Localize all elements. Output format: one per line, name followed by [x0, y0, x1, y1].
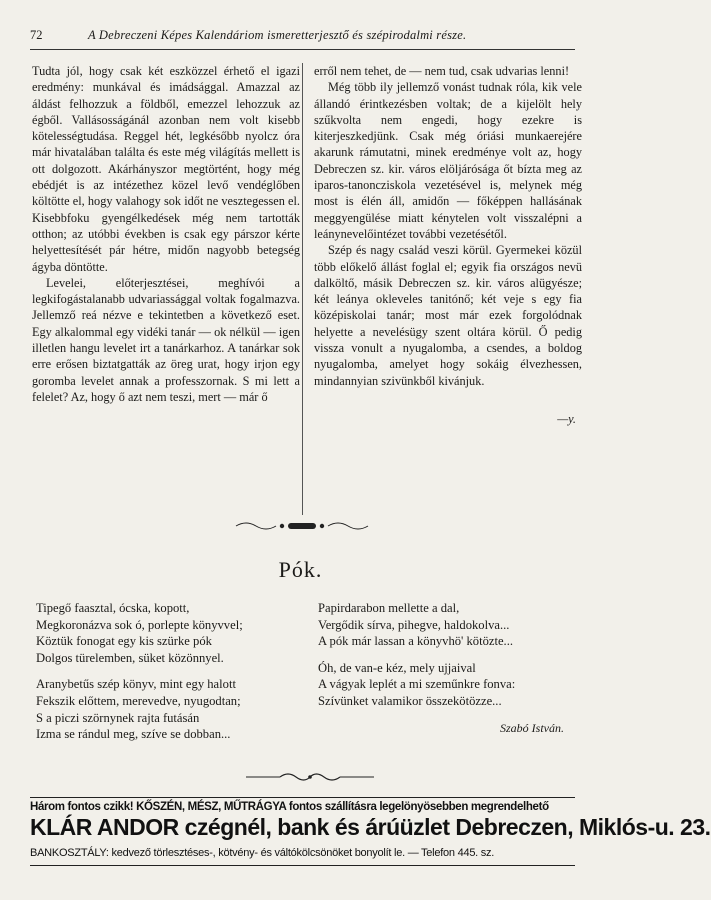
- poem-title: Pók.: [278, 557, 323, 582]
- ad-rule-top: [30, 797, 575, 798]
- flourish-ornament-icon: [232, 519, 372, 533]
- article-paragraph: Levelei, előterjesztései, meghívói a legkifogástalanabb udvariassággal voltak fogalmazva. Jellemző reá nézve e tekintetben a következő eset. Egy alkalommal egy vidéki tanár — ok nélkül — igen illetlen hangu levelet irt a tanárkarhoz. A tanárkar sok erre erősen biztatgatták az öreg urat, hogy irjon egy goromba levelet annak a professzornak. S mi lett a felelet? Az, hogy ő azt nem teszi, mert — már ő: [32, 275, 300, 404]
- poem-verse: Szívünket valamikor összekötözze...: [318, 693, 502, 708]
- poem-stanza: [318, 660, 578, 710]
- poem-verse: Köztük fonogat egy kis szürke pók: [36, 634, 212, 649]
- ad-rule-bottom: [30, 865, 575, 866]
- poem-verse: Dolgos türelemben, süket közönnyel.: [36, 650, 224, 665]
- running-title: A Debreczeni Képes Kalendáriom ismeretterjesztő és szépirodalmi része.: [88, 28, 467, 42]
- header-rule: [30, 49, 575, 50]
- poem-verse: Óh, de van-e kéz, mely ujjaival: [318, 660, 476, 675]
- poem-verse: Tipegő faasztal, ócska, kopott,: [36, 601, 190, 615]
- article-left-column: [32, 63, 300, 405]
- poem-verse: Megkoronázva sok ó, porlepte könyvvel;: [36, 617, 243, 632]
- poem-verse: Aranybetűs szép könyv, mint egy halott: [36, 677, 236, 692]
- page-number: 72: [30, 28, 43, 42]
- poem-verse: A vágyak leplét a mi szeműnkre fonva:: [318, 677, 516, 692]
- poem-verse: Papirdarabon mellette a dal,: [318, 601, 460, 615]
- ad-headline: Három fontos czikk! KŐSZÉN, MÉSZ, MŰTRÁGYA fontos szállításra legelönyösebben megrendelhető: [30, 801, 549, 813]
- article-signature: —y.: [557, 411, 576, 426]
- column-divider: [302, 63, 303, 515]
- article-paragraph: Tudta jól, hogy csak két eszközzel érhető el igazi eredmény: munkával és imádsággal. Amazzal az áldást felhozzuk a földből, emezzel lehozzuk az égből. Vallásosságánál azonban nem volt kisebb kötelességtudása. Reggel hét, legkésőbb nyolcz óra már hivatalában találta és este még világítás mellett is ott dolgozott. Akárhányszor megtörtént, hogy még ebédjét is az intézethez közel levő vendéglőben költötte el, hogy valahogy sok időt ne vesztegessen el. Kisebbfoku gyengélkedések még nem tartották otthon; az utóbbi években is csak egy párszor kérte helyettesítését pár hétre, midőn nagyobb betegség ágyba döntötte.: [32, 64, 300, 274]
- article-paragraph: Még több ily jellemző vonást tudnak róla, kik vele állandó érintkezésben voltak; de a kijelölt hely szűkvolta nem engedi, hogy ezekre is kiterjeszkedjünk. Csak még óriási munkaerejére akarunk rámutatni, minek eredménye volt az, hogy Debreczen sz. kir. város elöljárósága őt bízta meg az iparos-tanoncziskola vezetésével is, melynek még most is élén áll, amidőn — főképpen hallásának meggyengülése miatt kénytelen volt visszalépni a leánynevelőintézet további vezetésétől.: [314, 80, 582, 241]
- poem-stanza: [36, 600, 304, 666]
- running-header: [30, 28, 575, 46]
- article-right-column: [314, 63, 582, 427]
- poem-stanza: [318, 600, 578, 650]
- poem-left-column: [36, 600, 304, 753]
- article-paragraph: Szép és nagy család veszi körül. Gyermekei közül több előkelő állást foglal el; egyik fia országos nevü dalköltő, másik Debreczen sz. kir. város alügyésze; két leánya okleveles tanitónő; két veje s egy fia középiskolai tanár; most már ezek forgolódnak helyette a nevelésügy szent oltára körül. Ő pedig vissza vonult a nyugalomba, a csendes, a boldog nyugalomba, amelyet hogy sokáig élvezhessen, mindannyian szivünkből kivánjuk.: [314, 243, 582, 388]
- article-paragraph: erről nem tehet, de — nem tud, csak udvarias lenni!: [314, 64, 570, 78]
- poem-verse: A pók már lassan a könyvhö' kötözte...: [318, 634, 513, 649]
- flourish-ornament-icon: [240, 770, 380, 784]
- poem-right-column: [318, 600, 578, 736]
- poem-stanza: [36, 676, 304, 742]
- ad-banking-note: BANKOSZTÁLY: kedvező törlesztéses-, kötvény- és váltókölcsönöket bonyolít le. — Telefon 445. sz.: [30, 847, 495, 859]
- poem-verse: Fekszik előttem, merevedve, nyugodtan;: [36, 693, 241, 708]
- poem-verse: Vergődik sírva, pihegve, haldokolva...: [318, 617, 510, 632]
- ad-company-name: KLÁR ANDOR czégnél, bank és árúüzlet Debreczen, Miklós-u. 23.: [30, 814, 711, 840]
- poem-author: Szabó István.: [500, 720, 564, 735]
- poem-verse: S a piczi szörnynek rajta futásán: [36, 710, 200, 725]
- poem-verse: Izma se rándul meg, szíve se dobban...: [36, 727, 231, 742]
